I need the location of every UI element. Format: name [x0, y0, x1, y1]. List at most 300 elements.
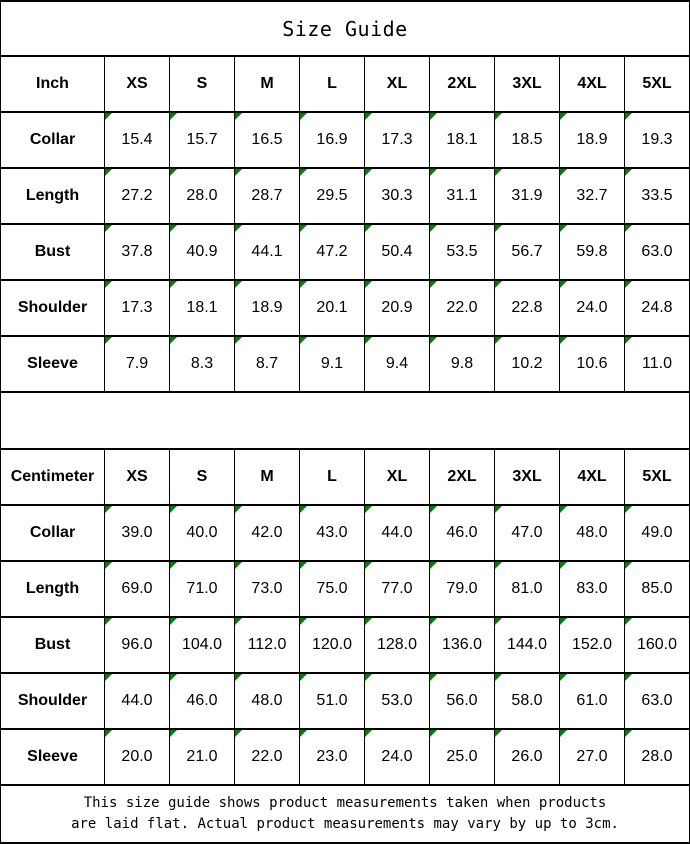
- row-label-cell: Shoulder: [1, 673, 105, 729]
- measurement-cell: [170, 561, 235, 617]
- measurement-value: 75.0: [316, 580, 348, 597]
- corner-flag-icon: [365, 337, 372, 344]
- measurement-value: 16.5: [251, 131, 283, 148]
- measurement-value: 40.9: [186, 243, 218, 260]
- corner-flag-icon: [430, 618, 437, 625]
- measurement-value: 22.0: [251, 748, 283, 765]
- measurement-cell: [560, 673, 625, 729]
- corner-flag-icon: [105, 506, 112, 513]
- measurement-cell: [105, 112, 170, 168]
- corner-flag-icon: [560, 169, 567, 176]
- measurement-cell: [105, 561, 170, 617]
- corner-flag-icon: [560, 281, 567, 288]
- measurement-cell: [625, 673, 690, 729]
- measurement-cell: [430, 224, 495, 280]
- corner-flag-icon: [625, 618, 632, 625]
- measurement-cell: [625, 729, 690, 785]
- corner-flag-icon: [365, 281, 372, 288]
- measurement-cell: [170, 729, 235, 785]
- size-header-cell: M: [235, 56, 300, 112]
- measurement-cell: [300, 505, 365, 561]
- measurement-value: 63.0: [641, 692, 673, 709]
- size-header-cell: 5XL: [625, 56, 690, 112]
- measurement-cell: [560, 561, 625, 617]
- measurement-value: 96.0: [121, 636, 153, 653]
- measurement-value: 32.7: [576, 187, 608, 204]
- measurement-cell: [170, 505, 235, 561]
- measurement-value: 50.4: [381, 243, 413, 260]
- measurement-value: 17.3: [381, 131, 413, 148]
- measurement-value: 44.0: [121, 692, 153, 709]
- table-row: [1, 168, 690, 224]
- measurement-value: 28.7: [251, 187, 283, 204]
- corner-flag-icon: [365, 618, 372, 625]
- measurement-value: 21.0: [186, 748, 218, 765]
- measurement-value: 7.9: [125, 355, 149, 372]
- measurement-value: 160.0: [636, 636, 678, 653]
- table-row: [1, 561, 690, 617]
- corner-flag-icon: [365, 506, 372, 513]
- corner-flag-icon: [625, 169, 632, 176]
- measurement-value: 24.0: [576, 299, 608, 316]
- measurement-value: 43.0: [316, 524, 348, 541]
- row-label-cell: Bust: [1, 617, 105, 673]
- measurement-value: 27.2: [121, 187, 153, 204]
- table-row: [1, 112, 690, 168]
- measurement-cell: [235, 561, 300, 617]
- measurement-cell: [170, 224, 235, 280]
- measurement-value: 56.7: [511, 243, 543, 260]
- size-header-cell: 4XL: [560, 449, 625, 505]
- corner-flag-icon: [170, 730, 177, 737]
- corner-flag-icon: [170, 618, 177, 625]
- measurement-value: 17.3: [121, 299, 153, 316]
- measurement-value: 71.0: [186, 580, 218, 597]
- size-header-cell: S: [170, 56, 235, 112]
- measurement-cell: [365, 617, 430, 673]
- corner-flag-icon: [365, 674, 372, 681]
- measurement-cell: [235, 336, 300, 392]
- measurement-value: 33.5: [641, 187, 673, 204]
- corner-flag-icon: [430, 169, 437, 176]
- measurement-cell: [365, 505, 430, 561]
- measurement-value: 18.1: [186, 299, 218, 316]
- corner-flag-icon: [495, 730, 502, 737]
- measurement-cell: [170, 673, 235, 729]
- measurement-cell: [105, 729, 170, 785]
- measurement-value: 18.9: [576, 131, 608, 148]
- measurement-value: 10.2: [511, 355, 543, 372]
- measurement-cell: [235, 280, 300, 336]
- corner-flag-icon: [235, 674, 242, 681]
- measurement-value: 9.1: [320, 355, 344, 372]
- footer-note: [1, 785, 690, 843]
- corner-flag-icon: [430, 225, 437, 232]
- corner-flag-icon: [560, 674, 567, 681]
- measurement-cell: [365, 561, 430, 617]
- measurement-cell: [365, 336, 430, 392]
- inch-table-header-row: [1, 56, 690, 112]
- measurement-cell: [365, 224, 430, 280]
- corner-flag-icon: [430, 730, 437, 737]
- measurement-value: 19.3: [641, 131, 673, 148]
- measurement-value: 15.4: [121, 131, 153, 148]
- table-row: [1, 224, 690, 280]
- size-header-cell: M: [235, 449, 300, 505]
- page-title: Size Guide: [1, 1, 690, 56]
- measurement-cell: [625, 336, 690, 392]
- measurement-cell: [430, 505, 495, 561]
- measurement-cell: [300, 280, 365, 336]
- measurement-cell: [495, 729, 560, 785]
- measurement-cell: [560, 224, 625, 280]
- size-header-cell: L: [300, 56, 365, 112]
- corner-flag-icon: [105, 674, 112, 681]
- corner-flag-icon: [495, 506, 502, 513]
- measurement-value: 24.8: [641, 299, 673, 316]
- corner-flag-icon: [170, 674, 177, 681]
- corner-flag-icon: [560, 562, 567, 569]
- corner-flag-icon: [300, 562, 307, 569]
- measurement-cell: [560, 112, 625, 168]
- measurement-cell: [170, 168, 235, 224]
- measurement-cell: [495, 617, 560, 673]
- measurement-value: 9.4: [385, 355, 409, 372]
- corner-flag-icon: [235, 618, 242, 625]
- corner-flag-icon: [105, 113, 112, 120]
- corner-flag-icon: [560, 506, 567, 513]
- corner-flag-icon: [430, 113, 437, 120]
- corner-flag-icon: [495, 674, 502, 681]
- corner-flag-icon: [170, 113, 177, 120]
- measurement-cell: [300, 617, 365, 673]
- measurement-value: 18.1: [446, 131, 478, 148]
- title-row: [1, 1, 690, 56]
- measurement-value: 48.0: [576, 524, 608, 541]
- measurement-value: 44.1: [251, 243, 283, 260]
- measurement-value: 20.0: [121, 748, 153, 765]
- measurement-value: 63.0: [641, 243, 673, 260]
- measurement-value: 40.0: [186, 524, 218, 541]
- measurement-value: 28.0: [641, 748, 673, 765]
- size-header-cell: XL: [365, 56, 430, 112]
- corner-flag-icon: [560, 225, 567, 232]
- size-header-cell: 3XL: [495, 449, 560, 505]
- corner-flag-icon: [170, 169, 177, 176]
- corner-flag-icon: [235, 169, 242, 176]
- size-header-cell: XS: [105, 449, 170, 505]
- corner-flag-icon: [235, 562, 242, 569]
- corner-flag-icon: [430, 562, 437, 569]
- corner-flag-icon: [105, 225, 112, 232]
- corner-flag-icon: [495, 225, 502, 232]
- measurement-cell: [300, 561, 365, 617]
- row-label-cell: Shoulder: [1, 280, 105, 336]
- corner-flag-icon: [365, 730, 372, 737]
- measurement-cell: [235, 617, 300, 673]
- measurement-value: 128.0: [376, 636, 418, 653]
- measurement-value: 24.0: [381, 748, 413, 765]
- measurement-value: 29.5: [316, 187, 348, 204]
- measurement-cell: [430, 280, 495, 336]
- measurement-cell: [300, 112, 365, 168]
- measurement-cell: [495, 280, 560, 336]
- measurement-value: 53.0: [381, 692, 413, 709]
- measurement-value: 144.0: [506, 636, 548, 653]
- corner-flag-icon: [300, 225, 307, 232]
- measurement-value: 46.0: [186, 692, 218, 709]
- corner-flag-icon: [495, 562, 502, 569]
- corner-flag-icon: [105, 562, 112, 569]
- measurement-cell: [495, 112, 560, 168]
- corner-flag-icon: [625, 506, 632, 513]
- spacer-cell: [1, 392, 690, 449]
- measurement-cell: [105, 168, 170, 224]
- measurement-value: 27.0: [576, 748, 608, 765]
- corner-flag-icon: [170, 506, 177, 513]
- measurement-cell: [625, 168, 690, 224]
- footer-note-line1: This size guide shows product measurements taken when products: [83, 795, 607, 811]
- corner-flag-icon: [235, 337, 242, 344]
- corner-flag-icon: [560, 730, 567, 737]
- corner-flag-icon: [495, 618, 502, 625]
- measurement-value: 112.0: [247, 636, 287, 653]
- corner-flag-icon: [560, 337, 567, 344]
- size-header-cell: S: [170, 449, 235, 505]
- measurement-cell: [235, 224, 300, 280]
- measurement-cell: [170, 617, 235, 673]
- measurement-cell: [560, 168, 625, 224]
- measurement-cell: [105, 617, 170, 673]
- measurement-cell: [430, 168, 495, 224]
- measurement-value: 22.8: [511, 299, 543, 316]
- measurement-value: 79.0: [446, 580, 478, 597]
- size-header-cell: 2XL: [430, 449, 495, 505]
- measurement-value: 22.0: [446, 299, 478, 316]
- measurement-value: 81.0: [511, 580, 543, 597]
- measurement-cell: [105, 280, 170, 336]
- size-header-cell: 3XL: [495, 56, 560, 112]
- corner-flag-icon: [235, 113, 242, 120]
- corner-flag-icon: [105, 281, 112, 288]
- corner-flag-icon: [625, 281, 632, 288]
- measurement-value: 53.5: [446, 243, 478, 260]
- measurement-value: 46.0: [446, 524, 478, 541]
- measurement-cell: [170, 336, 235, 392]
- row-label-cell: Length: [1, 168, 105, 224]
- centimeter-section: [1, 449, 690, 785]
- measurement-value: 136.0: [441, 636, 483, 653]
- corner-flag-icon: [105, 337, 112, 344]
- measurement-cell: [625, 112, 690, 168]
- inch-section: [1, 56, 690, 392]
- measurement-cell: [365, 673, 430, 729]
- corner-flag-icon: [235, 506, 242, 513]
- corner-flag-icon: [495, 113, 502, 120]
- corner-flag-icon: [300, 730, 307, 737]
- measurement-cell: [560, 729, 625, 785]
- measurement-cell: [560, 617, 625, 673]
- corner-flag-icon: [430, 337, 437, 344]
- corner-flag-icon: [170, 337, 177, 344]
- corner-flag-icon: [625, 113, 632, 120]
- corner-flag-icon: [430, 674, 437, 681]
- measurement-value: 61.0: [576, 692, 608, 709]
- table-row: [1, 673, 690, 729]
- measurement-value: 20.1: [316, 299, 348, 316]
- corner-flag-icon: [105, 618, 112, 625]
- size-header-cell: 5XL: [625, 449, 690, 505]
- measurement-cell: [105, 673, 170, 729]
- corner-flag-icon: [300, 169, 307, 176]
- measurement-cell: [365, 280, 430, 336]
- measurement-cell: [560, 280, 625, 336]
- measurement-value: 9.8: [450, 355, 474, 372]
- row-label-cell: Collar: [1, 112, 105, 168]
- measurement-cell: [235, 673, 300, 729]
- measurement-cell: [430, 336, 495, 392]
- measurement-cell: [430, 673, 495, 729]
- measurement-value: 42.0: [251, 524, 283, 541]
- row-label-cell: Sleeve: [1, 336, 105, 392]
- measurement-value: 18.9: [251, 299, 283, 316]
- table-row: [1, 336, 690, 392]
- measurement-value: 39.0: [121, 524, 153, 541]
- corner-flag-icon: [365, 562, 372, 569]
- corner-flag-icon: [560, 113, 567, 120]
- measurement-cell: [105, 336, 170, 392]
- measurement-value: 44.0: [381, 524, 413, 541]
- measurement-value: 26.0: [511, 748, 543, 765]
- measurement-value: 120.0: [311, 636, 353, 653]
- corner-flag-icon: [560, 618, 567, 625]
- measurement-cell: [235, 168, 300, 224]
- measurement-cell: [365, 729, 430, 785]
- measurement-cell: [105, 224, 170, 280]
- corner-flag-icon: [170, 281, 177, 288]
- cm-table-header-row: [1, 449, 690, 505]
- corner-flag-icon: [300, 618, 307, 625]
- corner-flag-icon: [495, 337, 502, 344]
- measurement-value: 85.0: [641, 580, 673, 597]
- measurement-value: 8.3: [190, 355, 214, 372]
- size-header-cell: 4XL: [560, 56, 625, 112]
- measurement-cell: [365, 168, 430, 224]
- corner-flag-icon: [495, 169, 502, 176]
- measurement-cell: [235, 112, 300, 168]
- measurement-cell: [560, 505, 625, 561]
- measurement-value: 30.3: [381, 187, 413, 204]
- measurement-value: 37.8: [121, 243, 153, 260]
- measurement-cell: [300, 168, 365, 224]
- measurement-value: 20.9: [381, 299, 413, 316]
- size-header-cell: XS: [105, 56, 170, 112]
- measurement-value: 77.0: [381, 580, 413, 597]
- measurement-cell: [625, 561, 690, 617]
- row-label-cell: Collar: [1, 505, 105, 561]
- table-row: [1, 280, 690, 336]
- measurement-cell: [625, 280, 690, 336]
- measurement-cell: [625, 224, 690, 280]
- measurement-value: 83.0: [576, 580, 608, 597]
- measurement-value: 56.0: [446, 692, 478, 709]
- measurement-cell: [300, 336, 365, 392]
- measurement-cell: [495, 336, 560, 392]
- measurement-cell: [495, 505, 560, 561]
- corner-flag-icon: [430, 506, 437, 513]
- corner-flag-icon: [105, 730, 112, 737]
- footer-note-line2: are laid flat. Actual product measurements may vary by up to 3cm.: [71, 816, 619, 832]
- measurement-cell: [625, 617, 690, 673]
- row-label-cell: Bust: [1, 224, 105, 280]
- corner-flag-icon: [235, 281, 242, 288]
- unit-header-cell: Inch: [1, 56, 105, 112]
- measurement-value: 48.0: [251, 692, 283, 709]
- unit-header-cell: Centimeter: [1, 449, 105, 505]
- measurement-cell: [235, 505, 300, 561]
- corner-flag-icon: [625, 225, 632, 232]
- corner-flag-icon: [495, 281, 502, 288]
- spacer-row: [1, 392, 690, 449]
- measurement-cell: [625, 505, 690, 561]
- size-header-cell: L: [300, 449, 365, 505]
- measurement-cell: [495, 224, 560, 280]
- table-row: [1, 505, 690, 561]
- measurement-cell: [560, 336, 625, 392]
- corner-flag-icon: [625, 562, 632, 569]
- corner-flag-icon: [300, 113, 307, 120]
- corner-flag-icon: [300, 674, 307, 681]
- measurement-value: 18.5: [511, 131, 543, 148]
- measurement-value: 51.0: [316, 692, 348, 709]
- corner-flag-icon: [625, 730, 632, 737]
- measurement-value: 49.0: [641, 524, 673, 541]
- measurement-cell: [300, 729, 365, 785]
- measurement-value: 59.8: [576, 243, 608, 260]
- measurement-cell: [430, 617, 495, 673]
- measurement-value: 11.0: [642, 355, 672, 372]
- measurement-cell: [495, 168, 560, 224]
- size-header-cell: 2XL: [430, 56, 495, 112]
- corner-flag-icon: [300, 337, 307, 344]
- measurement-value: 23.0: [316, 748, 348, 765]
- measurement-cell: [430, 729, 495, 785]
- corner-flag-icon: [235, 225, 242, 232]
- measurement-cell: [300, 224, 365, 280]
- measurement-value: 73.0: [251, 580, 283, 597]
- corner-flag-icon: [170, 562, 177, 569]
- measurement-value: 8.7: [255, 355, 279, 372]
- corner-flag-icon: [235, 730, 242, 737]
- measurement-cell: [105, 505, 170, 561]
- measurement-value: 10.6: [576, 355, 608, 372]
- measurement-value: 104.0: [181, 636, 223, 653]
- measurement-cell: [170, 280, 235, 336]
- size-header-cell: XL: [365, 449, 430, 505]
- row-label-cell: Length: [1, 561, 105, 617]
- corner-flag-icon: [430, 281, 437, 288]
- corner-flag-icon: [170, 225, 177, 232]
- measurement-value: 16.9: [316, 131, 348, 148]
- measurement-cell: [495, 561, 560, 617]
- measurement-value: 152.0: [571, 636, 613, 653]
- measurement-value: 69.0: [121, 580, 153, 597]
- measurement-cell: [365, 112, 430, 168]
- corner-flag-icon: [365, 225, 372, 232]
- measurement-value: 15.7: [186, 131, 218, 148]
- measurement-cell: [170, 112, 235, 168]
- measurement-cell: [235, 729, 300, 785]
